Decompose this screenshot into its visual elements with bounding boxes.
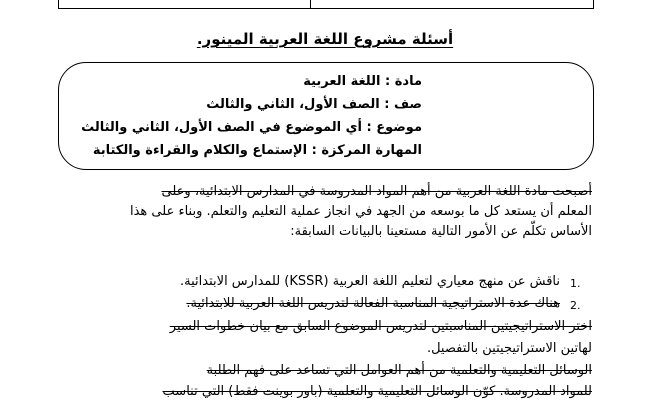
info-label: صف	[393, 97, 422, 112]
info-value: الصف الأول، الثاني والثالث	[206, 97, 380, 112]
info-label: موضوع	[376, 120, 422, 135]
info-separator: :	[307, 143, 322, 158]
item-2-line-2: اختر الاستراتيجيتين المناسبتين لتدريس الموضوع السابق مع بيان خطوات السير	[169, 319, 592, 334]
info-separator: :	[361, 120, 377, 135]
info-value: أي الموضوع في الصف الأول، الثاني والثالث	[81, 120, 362, 135]
info-label: المهارة المركزة	[321, 143, 422, 158]
item-3-line-1: الوسائل التعليمية والتعلمية من أهم العوامل التي تساعد على فهم الطلبة	[206, 363, 592, 378]
item-number: 2.	[570, 299, 581, 312]
info-value: الإستماع والكلام والقراءة والكتابة	[92, 143, 308, 158]
info-line-subject	[303, 74, 422, 89]
info-label: مادة	[394, 74, 422, 89]
info-line-skill	[93, 143, 422, 158]
info-separator: :	[379, 97, 394, 112]
table-cell-divider	[310, 0, 311, 9]
item-number: 1.	[570, 277, 581, 290]
info-separator: :	[380, 74, 395, 89]
intro-line-1: أصبحت مادة اللغة العربية من أهم المواد المدروسة في المدارس الابتدائية، وعلى	[161, 184, 592, 199]
info-line-grade	[206, 97, 422, 112]
intro-line-2: المعلم أن يستعد كل ما بوسعه من الجهد في انجاز عملية التعليم والتعلم. وبناء على هذا	[130, 204, 592, 219]
item-2-line-1: هناك عدة الاستراتيجية المناسبة الفعالة لتدريس اللغة العربية للابتدائية.	[186, 296, 560, 311]
intro-line-3: الأساس تكلّم عن الأمور التالية مستعينا بالبيانات السابقة:	[290, 224, 592, 239]
page-title: أسئلة مشروع اللغة العربية المينور.	[196, 30, 454, 48]
item-2-line-3: لهاتين الاستراتيجيتين بالتفصيل.	[426, 341, 592, 356]
item-1-line-1: ناقش عن منهج معياري لتعليم اللغة العربية (KSSR) للمدارس الابتدائية.	[180, 274, 560, 289]
info-line-topic	[81, 120, 422, 135]
item-3-line-2: للمواد المدروسة. كوّن الوسائل التعليمية والتعلمية (باور بوينت فقط) التي تناسب	[162, 384, 592, 399]
info-value: اللغة العربية	[303, 74, 381, 89]
top-table-border	[58, 0, 594, 9]
